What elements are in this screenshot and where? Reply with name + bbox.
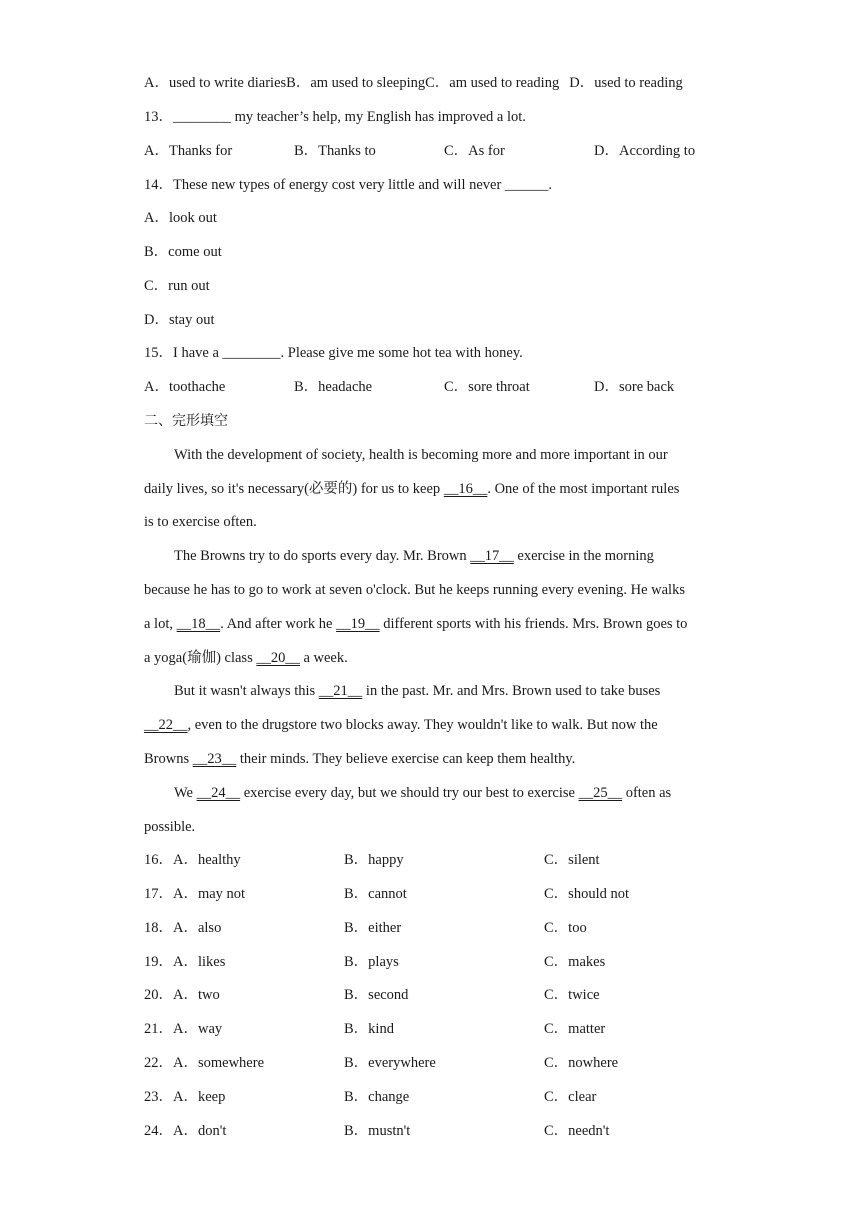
passage-p1-line1: With the development of society, health is becoming more and more important in our: [174, 447, 668, 463]
passage-p2-line4: [144, 648, 719, 668]
answer-24-a: 24．A．don't: [144, 1123, 227, 1139]
text-run: a lot,: [144, 616, 177, 632]
passage-p4-line2: possible.: [144, 819, 196, 835]
answer-17-a: 17．A．may not: [144, 886, 246, 902]
q12-option-d: D．used to reading: [569, 75, 683, 91]
q14-option-b: B．come out: [144, 244, 222, 260]
answer-17-c: C．should not: [544, 886, 629, 902]
passage-p3-line1: [144, 681, 749, 701]
blank-21: __21__: [318, 683, 363, 699]
answer-19-b: B．plays: [344, 954, 399, 970]
passage-p3-line2: [144, 715, 719, 735]
blank-16: __16__: [443, 481, 488, 497]
text-run: But it wasn't always this: [174, 683, 319, 699]
blank-17: __17__: [470, 548, 514, 564]
q13-option-c: C．As for: [444, 143, 505, 159]
blank-23: __23__: [192, 751, 237, 767]
q15-option-a: A．toothache: [144, 379, 226, 395]
blank-25: __25__: [578, 785, 623, 801]
q15-options: [144, 377, 674, 397]
passage-p3-line3: [144, 749, 719, 769]
section-title: 二、完形填空: [144, 413, 228, 429]
answer-18-a: 18．A．also: [144, 920, 222, 936]
text-run: , even to the drugstore two blocks away. They wouldn't like to walk. But now the: [187, 717, 658, 733]
blank-18: __18__: [176, 616, 221, 632]
answer-16-b: B．happy: [344, 852, 404, 868]
blank-20: __20__: [256, 650, 300, 666]
text-run: We: [174, 785, 197, 801]
text-run: Browns: [144, 751, 193, 767]
answer-18-c: C．too: [544, 920, 587, 936]
q14-option-a: A．look out: [144, 210, 217, 226]
answer-21-c: C．matter: [544, 1021, 606, 1037]
q14-option-d: D．stay out: [144, 312, 215, 328]
answer-20-b: B．second: [344, 987, 409, 1003]
answer-18-b: B．either: [344, 920, 402, 936]
text-run: in the past. Mr. and Mrs. Brown used to take buses: [362, 683, 661, 699]
passage-p1-line2: [144, 479, 719, 499]
q14-stem: 14．These new types of energy cost very little and will never ______.: [144, 177, 553, 193]
answer-21-a: 21．A．way: [144, 1021, 223, 1037]
q13-option-b: B．Thanks to: [294, 143, 376, 159]
q15-option-b: B．headache: [294, 379, 373, 395]
q15-option-c: C．sore throat: [444, 379, 530, 395]
text-run: a yoga(瑜伽) class: [144, 650, 257, 666]
q14-option-c: C．run out: [144, 278, 210, 294]
answer-20-c: C．twice: [544, 987, 600, 1003]
answer-24-c: C．needn't: [544, 1123, 610, 1139]
q12-option-b: B．am used to sleeping: [286, 75, 426, 91]
text-run: often as: [622, 785, 672, 801]
text-run: their minds. They believe exercise can keep them healthy.: [236, 751, 576, 767]
answer-17-b: B．cannot: [344, 886, 407, 902]
passage-p1-line3: is to exercise often.: [144, 514, 257, 530]
answer-23-a: 23．A．keep: [144, 1089, 226, 1105]
answer-22-b: B．everywhere: [344, 1055, 436, 1071]
text-run: a week.: [299, 650, 348, 666]
blank-24: __24__: [196, 785, 241, 801]
answer-19-c: C．makes: [544, 954, 606, 970]
text-run: The Browns try to do sports every day. Mr. Brown: [174, 548, 471, 564]
passage-p2-line1: [144, 546, 749, 566]
answer-21-b: B．kind: [344, 1021, 394, 1037]
answer-16-c: C．silent: [544, 852, 600, 868]
text-run: exercise every day, but we should try our best to exercise: [240, 785, 579, 801]
answer-19-a: 19．A．likes: [144, 954, 226, 970]
answer-24-b: B．mustn't: [344, 1123, 411, 1139]
q13-options: [144, 141, 695, 161]
text-run: . One of the most important rules: [487, 481, 680, 497]
text-run: daily lives, so it's necessary(必要的) for us to keep: [144, 481, 444, 497]
answer-22-a: 22．A．somewhere: [144, 1055, 265, 1071]
q12-option-a: A．used to write diaries: [144, 75, 287, 91]
passage-p2-line2: because he has to go to work at seven o'clock. But he keeps running every evening. He walks: [144, 582, 685, 598]
answer-20-a: 20．A．two: [144, 987, 220, 1003]
q15-option-d: D．sore back: [594, 379, 675, 395]
answer-16-a: 16．A．healthy: [144, 852, 241, 868]
passage-p4-line1: [144, 783, 749, 803]
passage-p2-line3: [144, 614, 719, 634]
answer-22-c: C．nowhere: [544, 1055, 619, 1071]
q13-option-d: D．According to: [594, 143, 696, 159]
q15-stem: 15．I have a ________. Please give me some hot tea with honey.: [144, 345, 523, 361]
text-run: . And after work he: [220, 616, 337, 632]
q13-stem: 13．________ my teacher’s help, my English has improved a lot.: [144, 109, 526, 125]
text-run: different sports with his friends. Mrs. Brown goes to: [379, 616, 688, 632]
answer-23-c: C．clear: [544, 1089, 597, 1105]
blank-22: __22__: [144, 717, 188, 733]
answer-23-b: B．change: [344, 1089, 410, 1105]
blank-19: __19__: [336, 616, 380, 632]
text-run: exercise in the morning: [513, 548, 654, 564]
q13-option-a: A．Thanks for: [144, 143, 233, 159]
q12-options: [144, 73, 683, 93]
q12-option-c: C．am used to reading: [425, 75, 560, 91]
